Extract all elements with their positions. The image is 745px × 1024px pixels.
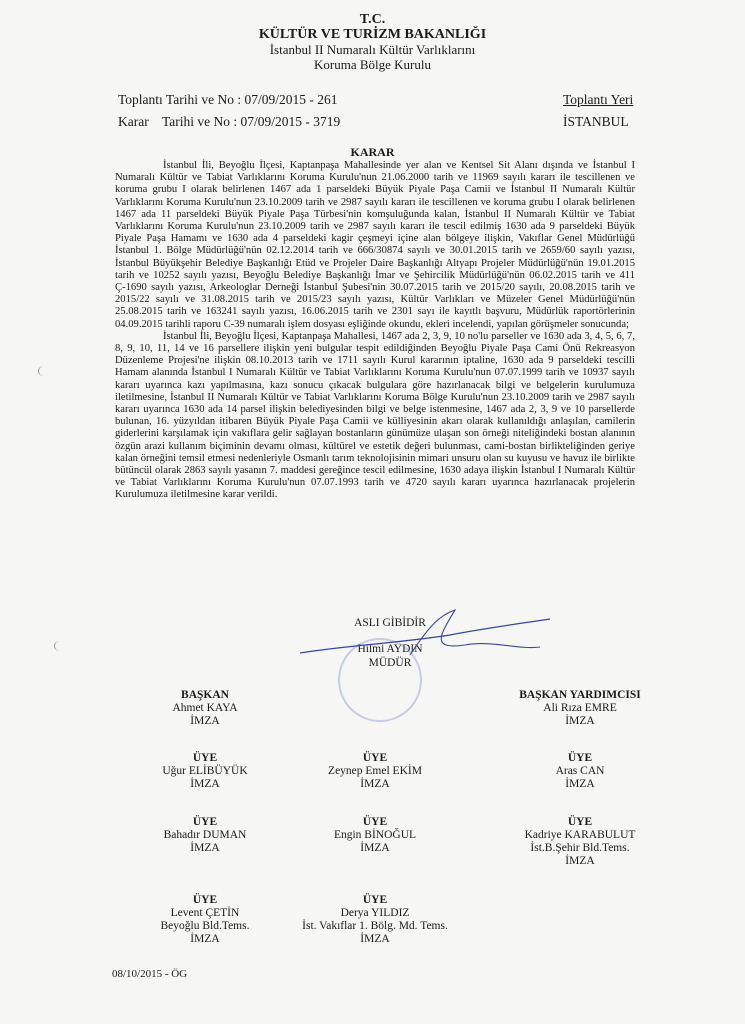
member-role: ÜYE <box>192 894 218 906</box>
decision-body <box>115 160 635 502</box>
member-signature: İMZA <box>565 855 595 867</box>
member-name: Levent ÇETİN <box>170 907 240 919</box>
header-council-line1: İstanbul II Numaralı Kültür Varlıklarını <box>269 42 476 57</box>
header-tc: T.C. <box>359 12 386 27</box>
member-uye <box>130 894 280 946</box>
member-name: Aras CAN <box>555 765 605 777</box>
member-signature: İMZA <box>360 842 390 854</box>
member-representation: İst.B.Şehir Bld.Tems. <box>530 842 630 854</box>
member-baskan <box>140 689 270 728</box>
member-role: ÜYE <box>362 816 388 828</box>
member-signature: İMZA <box>360 933 390 945</box>
member-name: Ali Rıza EMRE <box>543 702 617 714</box>
member-representation: İst. Vakıflar 1. Bölg. Md. Tems. <box>302 920 448 932</box>
member-role: BAŞKAN YARDIMCISI <box>519 689 641 701</box>
member-name: Engin BİNOĞUL <box>333 829 417 841</box>
body-paragraph-2: İstanbul İli, Beyoğlu İlçesi, Kaptanpaşa Mahallesi, 1467 ada 2, 3, 9, 10 no'lu parseller ve 1630 ada 3, 4, 5, 6, 7, 8, 9, 10, 11, 14 ve 16 parsellere ilişkin yeni bulgular tespit edildiğinden Beyoğlu Piyale Paşa Cami Önü Rekreasyon Düzenleme Projesi'ne ilişkin 08.10.2013 tarih ve 1711 sayılı Kurul kararının iptaline, 1630 ada 9 parseldeki tescilli Hamam alanında İstanbul I Numaralı Kültür ve Tabiat Varlıklarını Koruma Kurulu'nun 07.07.1999 tarih ve 10937 sayılı kararı uyarınca kazı yapılmasına, kazı sonucu çıkacak bulgulara göre hazırlanacak bilgi ve belgelerin kurulumuza iletilmesine, İstanbul II Numaralı Kültür ve Tabiat Varlıklarını Koruma Bölge Kurulu'nun 23.10.2009 tarih ve 2987 sayılı kararı uyarınca 1630 ada 14 parsel ilişkin belediyesinden bilgi ve belge istenmesine, 1467 ada 2, 3, 9 ve 10 parsellerde bulunan, 16. yüzyıldan itibaren Büyük Piyale Paşa Camii ve külliyesinin akarı olarak kullanıldığı anlaşılan, camilerin giderlerini karşılamak için vakıflara gelir sağlayan bostanların günümüze ulaşan son örneği niteliğindeki bostan alanının özgün arazi kullanım biçiminin devamı olması, kültürel ve estetik değeri bulunması, cami-bostan birlikteliğinden geriye kalan örneğini temsil etmesi nedenleriyle Osmanlı tarım teknolojisinin mimari unsuru olan su kuyusu ve havuz ile birlikte bütüncül olarak 2863 sayılı yasanın 7. maddesi gereğince tescil edilmesine, 1630 adaya ilişkin İstanbul I Numaralı Kültür ve Tabiat Varlıklarını Koruma Kurulu'nun 07.07.1993 tarih ve 4720 sayılı kararı uyarınca hazırlanacak projelerin Kurulumuza iletilmesine karar verildi. <box>115 330 635 501</box>
member-role: ÜYE <box>192 752 218 764</box>
meeting-place: İSTANBUL <box>563 114 629 129</box>
punch-hole-mark <box>38 366 49 376</box>
decision-date-no: Karar Tarihi ve No : 07/09/2015 - 3719 <box>118 114 341 129</box>
meeting-place-label: Toplantı Yeri <box>563 92 634 107</box>
decision-title: KARAR <box>350 145 395 159</box>
punch-hole-mark <box>54 641 65 651</box>
director-name: Hilmi AYDIN <box>357 643 423 655</box>
director-title: MÜDÜR <box>368 657 412 669</box>
member-uye <box>285 894 465 946</box>
member-name: Bahadır DUMAN <box>163 829 247 841</box>
body-paragraph-1: İstanbul İli, Beyoğlu İlçesi, Kaptanpaşa Mahallesinde yer alan ve Kentsel Sit Alanı dışında ve İstanbul I Numaralı Kültür ve Tabiat Varlıklarını Koruma Kurulu'nun 21.06.2000 tarih ve 11969 sayılı kararı ile tescillenen ve koruma grubu I olarak belirlenen 1467 ada 1 parseldeki Büyük Piyale Paşa Camii ve İstanbul II Numaralı Kültür Varlıklarını Koruma Kurulu'nun 23.10.2009 tarih ve 2987 sayılı kararı ile tescillenen ve koruma grubu I olarak belirlenen 1467 ada 11 parseldeki Büyük Piyale Paşa Türbesi'nin komşuluğunda kalan, İstanbul II Numaralı Kültür ve Tabiat Varlıklarını Koruma Kurulu'nun 23.10.2009 tarih ve 2987 sayılı kararı ile tescil edilmiş 1630 ada 9 parseldeki Büyük Piyale Paşa Hamamı ve 1630 ada 4 parseldeki kagir çeşmeyi içine alan bölgeye ilişkin, Vakıflar Genel Müdürlüğü İstanbul 1. Bölge Müdürlüğü'nün 02.12.2014 tarih ve 666/30874 sayılı ve 30.01.2015 tarih ve 2659/60 sayılı yazısı, İstanbul Büyükşehir Belediye Başkanlığı Etüd ve Projeler Daire Başkanlığı Altyapı Projeler Müdürlüğü'nün 19.01.2015 tarih ve 10252 sayılı yazısı, Beyoğlu Belediye Başkanlığı İmar ve Şehircilik Müdürlüğü'nün 06.02.2015 tarih ve 411 Ç-1690 sayılı yazısı, Arkeologlar Derneği İstanbul Şubesi'nin 30.07.2015 tarih ve 2015/20 sayılı, 20.08.2015 tarih ve 2015/22 sayılı ve 31.08.2015 tarih ve 2015/23 sayılı yazısı, Kültür Varlıkları ve Müzeler Genel Müdürlüğü'nün 25.08.2015 tarih ve 163241 sayılı yazısı, 16.06.2015 tarih ve 2301 sayı ile kayıtlı başvuru, Müdürlük raportörlerinin 04.09.2015 tarihli raporu C-39 numaralı işlem dosyası eşliğinde okundu, ekleri incelendi, yapılan görüşmeler sonucunda; <box>115 160 635 330</box>
member-representation: Beyoğlu Bld.Tems. <box>160 920 250 932</box>
member-uye <box>300 816 450 855</box>
letterhead <box>0 12 745 72</box>
member-uye <box>300 752 450 791</box>
member-name: Uğur ELİBÜYÜK <box>162 765 248 777</box>
member-name: Ahmet KAYA <box>172 702 238 714</box>
signature-mark <box>290 605 560 665</box>
member-role: ÜYE <box>192 816 218 828</box>
member-signature: İMZA <box>565 778 595 790</box>
certified-copy-label: ASLI GİBİDİR <box>354 617 426 629</box>
member-name: Derya YILDIZ <box>340 907 410 919</box>
meeting-date-no: Toplantı Tarihi ve No : 07/09/2015 - 261 <box>118 92 338 107</box>
member-signature: İMZA <box>190 842 220 854</box>
member-uye <box>130 816 280 855</box>
member-signature: İMZA <box>190 715 220 727</box>
member-role: ÜYE <box>362 894 388 906</box>
member-role: ÜYE <box>567 816 593 828</box>
member-role: BAŞKAN <box>181 689 229 701</box>
member-uye <box>495 816 665 868</box>
member-signature: İMZA <box>190 778 220 790</box>
header-ministry: KÜLTÜR VE TURİZM BAKANLIĞI <box>258 27 487 42</box>
member-baskan-yardimcisi <box>495 689 665 728</box>
member-signature: İMZA <box>190 933 220 945</box>
member-signature: İMZA <box>360 778 390 790</box>
member-name: Zeynep Emel EKİM <box>328 765 422 777</box>
member-role: ÜYE <box>567 752 593 764</box>
member-uye <box>505 752 655 791</box>
member-role: ÜYE <box>362 752 388 764</box>
header-council-line2: Koruma Bölge Kurulu <box>314 57 431 72</box>
footer-date-code: 08/10/2015 - ÖG <box>112 968 188 980</box>
member-signature: İMZA <box>565 715 595 727</box>
member-name: Kadriye KARABULUT <box>524 829 636 841</box>
member-uye <box>130 752 280 791</box>
